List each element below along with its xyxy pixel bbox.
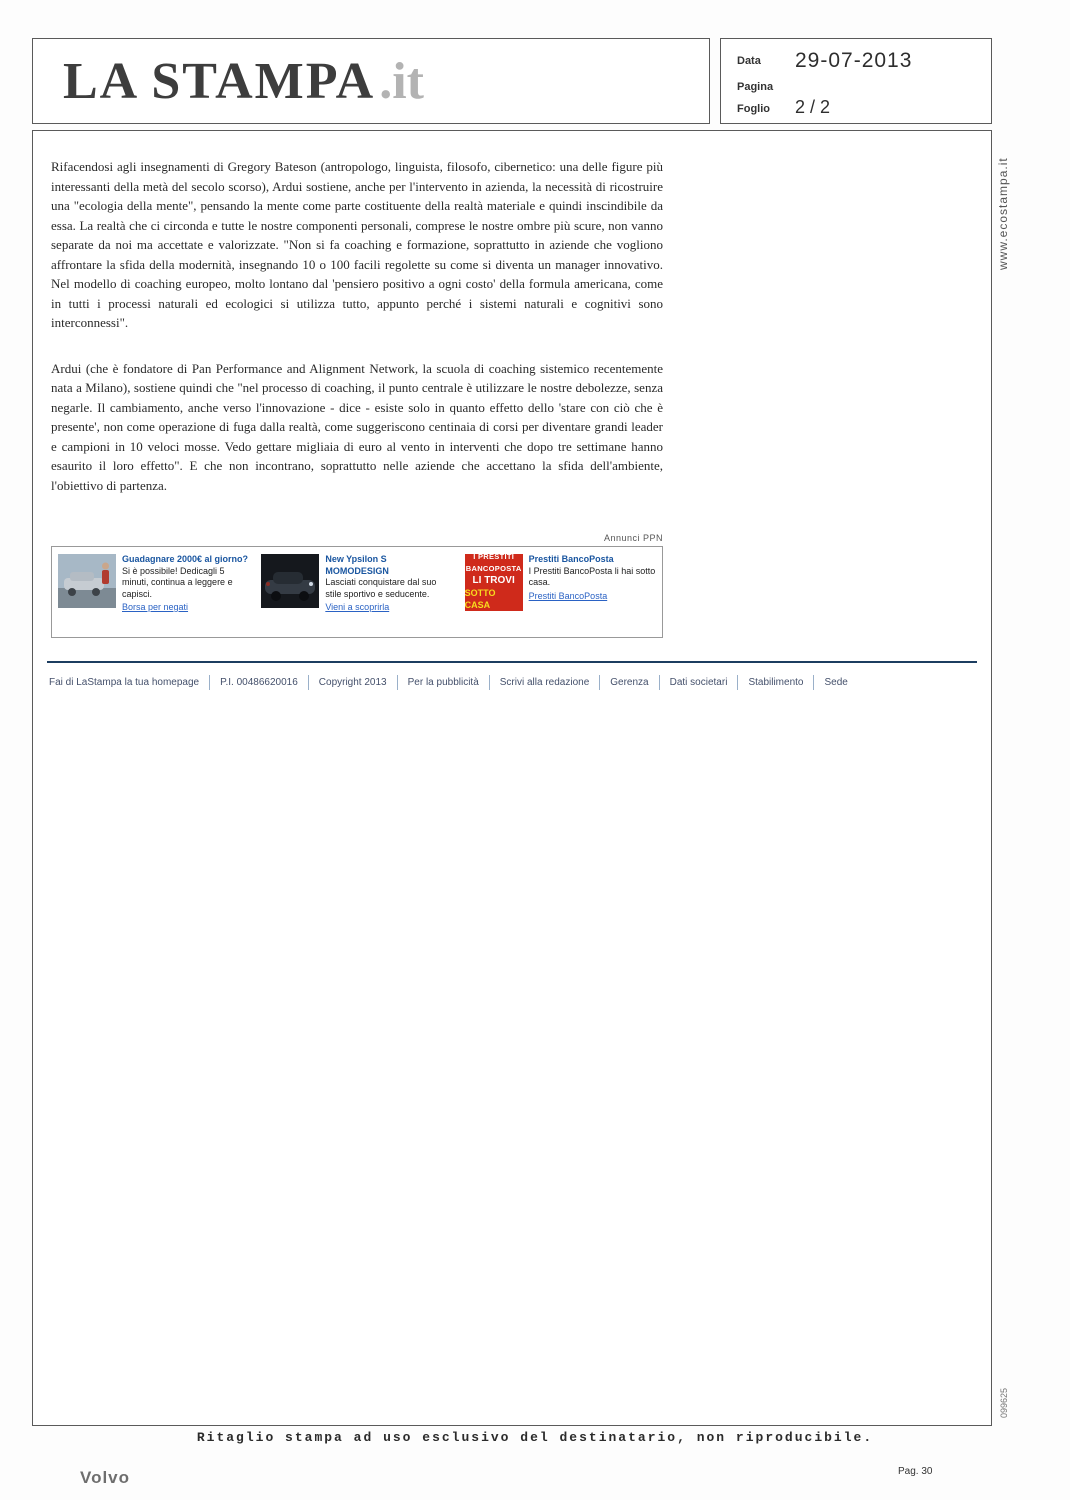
foglio-label: Foglio [737,103,770,115]
ad-bancoposta[interactable] [459,547,662,637]
ad-body: I Prestiti BancoPosta li hai sotto casa. [528,565,656,587]
clipping-meta-box [720,38,992,124]
date-value: 29-07-2013 [795,49,913,72]
footer-divider [47,661,977,663]
ads-strip [51,546,663,638]
clipping-code: 099625 [999,1387,1009,1418]
footer-piva: P.I. 00486620016 [210,675,309,690]
ad-body: Si è possibile! Dedicagli 5 minuti, continua a leggere e capisci. [122,565,233,599]
pagina-label: Pagina [737,81,774,93]
footer-link-redazione[interactable]: Scrivi alla redazione [490,675,601,690]
ad-text-block [325,554,452,630]
badge-line: I PRESTITI [473,552,515,561]
footer-link-pubblicita[interactable]: Per la pubblicità [398,675,490,690]
lastampa-logo: LA STAMPA [63,52,376,110]
ad-ypsilon[interactable] [255,547,458,637]
ecostampa-watermark: www.ecostampa.it [996,157,1010,270]
masthead-box [32,38,710,124]
ad-body: Lasciati conquistare dal suo stile sportivo e seducente. [325,577,437,599]
date-label: Data [737,55,761,67]
ad-text-block [529,554,656,630]
page-number: Pag. 30 [898,1466,933,1477]
footer-copyright: Copyright 2013 [309,675,398,690]
reproduction-disclaimer: Ritaglio stampa ad uso esclusivo del destinatario, non riproducibile. [196,1430,874,1445]
article-frame [32,130,992,1426]
lastampa-logo-suffix: .it [379,52,424,110]
footer-nav [47,675,979,690]
ad-title: Guadagnare 2000€ al giorno? [122,554,249,564]
ad-link[interactable]: Prestiti BancoPosta [528,590,608,601]
article-paragraph: Ardui (che è fondatore di Pan Performance and Alignment Network, la scuola di coaching sistemico recentemente nata a Milano), sostiene quindi che "nel processo di coaching, il punto centrale è utilizzare le nostre debolezze, senza negarle. Il cambiamento, anche verso l'innovazione - dice - esiste solo in quanto effetto dello 'stare con ciò che è presente', non come operazione di fuga dalla realtà, come suggeriscono centinaia di corsi per diventare grandi leader e campioni in 10 veloci mosse. Vedo gettare migliaia di euro al vento in interventi che dopo tre settimane hanno esaurito il loro effetto". E che non incontrano, soprattutto nelle aziende che accettano la sfida dell'ambiente, l'obiettivo di partenza. [51,360,663,493]
ads-section-label: Annunci PPN [603,533,663,543]
foglio-value: 2 / 2 [795,97,831,117]
badge-line: SOTTO CASA [465,587,523,611]
ad-image-dark-car-photo [261,554,319,608]
ad-link[interactable]: Borsa per negati [122,602,189,612]
ad-title: Prestiti BancoPosta [528,554,614,564]
badge-line: BANCOPOSTA [465,564,522,573]
badge-line: LI TROVI [472,575,515,586]
ad-text-block [122,554,249,630]
volvo-brand-mark: Volvo [80,1468,131,1487]
ad-trading[interactable] [52,547,255,637]
ad-title: New Ypsilon S MOMODESIGN [325,554,389,576]
footer-link-gerenza[interactable]: Gerenza [600,675,659,690]
footer-link-homepage[interactable]: Fai di LaStampa la tua homepage [47,675,210,690]
article-paragraph: Rifacendosi agli insegnamenti di Gregory Bateson (antropologo, linguista, filosofo, cibernetico: una delle figure più interessanti della metà del secolo scorso), Ardui sostiene, anche per l'intervento in azienda, la necessità di ricostruire una "ecologia della mente", pensando la mente come parte costituente della realtà materiale e quindi inscindibile da essa. La realtà che ci circonda e tutte le nostre componenti personali, comprese le nostre ombre più scure, non vanno separate da noi ma accettate e valorizzate. "Non si fa coaching e formazione, soprattutto in aziende che vogliono affrontare la sfida della modernità, insegnando 10 o 100 facili regolette su come si diventa un manager innovativo. Nel modello di coaching europeo, molto lontano dal 'pensiero positivo a ogni costo' della formula americana, come in tutti i processi naturali ed ecologici si utilizza tutto, appunto perché i sistemi naturali e cognitivi sono interconnessi". [51,159,663,330]
footer-link-dati-societari[interactable]: Dati societari [660,675,739,690]
article-body [51,157,663,495]
ad-link[interactable]: Vieni a scoprirla [325,602,390,612]
ad-image-car-photo [58,554,116,608]
footer-link-sede[interactable]: Sede [824,677,848,688]
bancoposta-badge [465,554,523,608]
footer-link-stabilimento[interactable]: Stabilimento [738,675,814,690]
